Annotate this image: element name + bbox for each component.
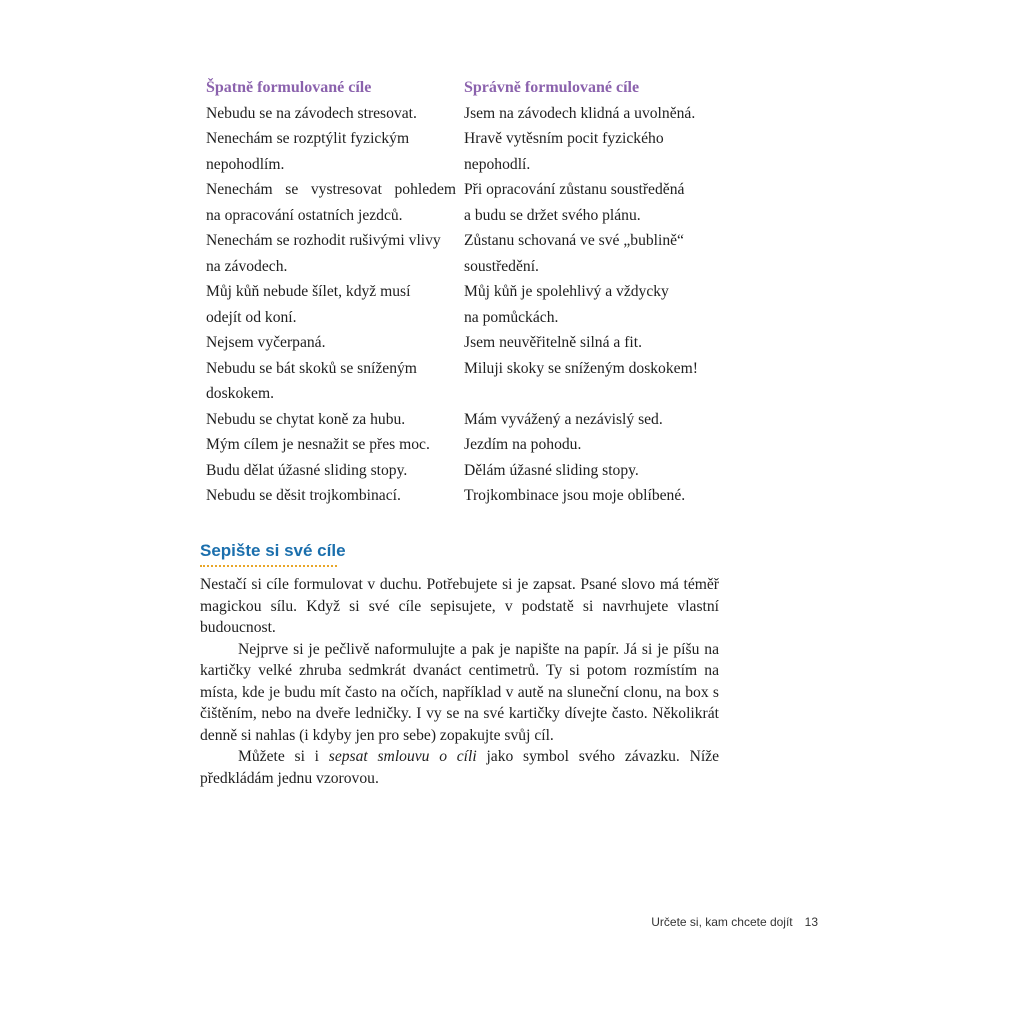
bad-goals-header: Špatně formulované cíle — [206, 79, 372, 96]
page-number: 13 — [804, 915, 818, 929]
good-goal-2-line-2: nepohodlí. — [464, 155, 531, 173]
goals-table — [206, 75, 726, 509]
good-goals-header: Správně formulované cíle — [464, 79, 640, 96]
bad-goal-6: Nejsem vyčerpaná. — [206, 334, 326, 351]
good-goal-3-line-2: a budu se držet svého plánu. — [464, 206, 641, 224]
bad-goal-7-line-2: doskokem. — [206, 385, 275, 402]
good-goal-2-line-1: Hravě vytěsním pocit fyzického — [464, 130, 664, 147]
paragraph-3-emphasis: sepsat smlouvu o cíli — [328, 748, 477, 765]
good-goal-7: Miluji skoky se sníženým doskokem! — [464, 359, 698, 377]
bad-goal-3-line-2: na opracování ostatních jezdců. — [206, 206, 403, 224]
good-goal-6: Jsem neuvěřitelně silná a fit. — [464, 334, 642, 351]
paragraph-3-start: Můžete si i — [238, 748, 329, 765]
paragraph-3-end: jako symbol svého závazku. Níže předkládám jednu vzorovou. — [200, 748, 720, 787]
bad-goal-9: Mým cílem je nesnažit se přes moc. — [206, 436, 430, 453]
bad-goal-5-line-1: Můj kůň nebude šílet, když musí — [206, 283, 411, 300]
good-goal-5-line-1: Můj kůň je spolehlivý a vždycky — [464, 283, 669, 300]
bad-goal-5-line-2: odejít od koní. — [206, 308, 297, 326]
good-goal-1: Jsem na závodech klidná a uvolněná. — [464, 104, 696, 122]
good-goal-8: Mám vyvážený a nezávislý sed. — [464, 410, 663, 428]
good-goal-7-spacer — [464, 381, 726, 407]
good-goal-4-line-2: soustředění. — [464, 257, 539, 275]
good-goal-5-line-2: na pomůckách. — [464, 308, 559, 326]
title-dotted-underline — [200, 565, 337, 567]
paragraph-2: Nejprve si je pečlivě naformulujte a pak je napište na papír. Já si je píšu na kartičky velké zhruba sedmkrát dvanáct centimetrů. Ty si potom rozmístím na místa, kde je budu mít často na očích, například v autě na sluneční clonu, na box s čištěním, nebo na dveře ledničky. I vy se na své kartičky dívejte často. Několikrát denně si nahlas (i kdyby jen pro sebe) zopakujte svůj cíl. — [200, 640, 719, 744]
section-title: Sepište si své cíle — [200, 541, 346, 560]
good-goal-3-line-1: Při opracování zůstanu soustředěná — [464, 181, 685, 198]
bad-goal-7-line-1: Nebudu se bát skoků se sníženým — [206, 359, 417, 377]
page-footer — [560, 915, 818, 929]
good-goal-9: Jezdím na pohodu. — [464, 436, 582, 453]
bad-goal-1: Nebudu se na závodech stresovat. — [206, 104, 417, 122]
good-goal-11: Trojkombinace jsou moje oblíbené. — [464, 487, 686, 504]
running-footer-title: Určete si, kam chcete dojít — [651, 915, 793, 929]
body-text — [200, 574, 719, 789]
bad-goal-4-line-1: Nenechám se rozhodit rušivými vlivy — [206, 232, 441, 249]
good-goal-10: Dělám úžasné sliding stopy. — [464, 461, 639, 479]
bad-goal-11: Nebudu se děsit trojkombinací. — [206, 487, 401, 504]
good-goal-4-line-1: Zůstanu schovaná ve své „bublině“ — [464, 232, 684, 249]
bad-goal-4-line-2: na závodech. — [206, 257, 288, 275]
paragraph-3 — [200, 746, 719, 789]
bad-goal-8: Nebudu se chytat koně za hubu. — [206, 410, 406, 428]
bad-goal-3-line-1: Nenechám se vystresovat pohledem — [206, 181, 456, 198]
bad-goal-2-line-2: nepohodlím. — [206, 155, 285, 173]
bad-goal-10: Budu dělat úžasné sliding stopy. — [206, 461, 408, 479]
paragraph-1: Nestačí si cíle formulovat v duchu. Potřebujete si je zapsat. Psané slovo má téměř magickou sílu. Když si své cíle sepisujete, v podstatě si navrhujete vlastní budoucnost. — [200, 576, 719, 636]
bad-goal-2-line-1: Nenechám se rozptýlit fyzickým — [206, 130, 410, 147]
